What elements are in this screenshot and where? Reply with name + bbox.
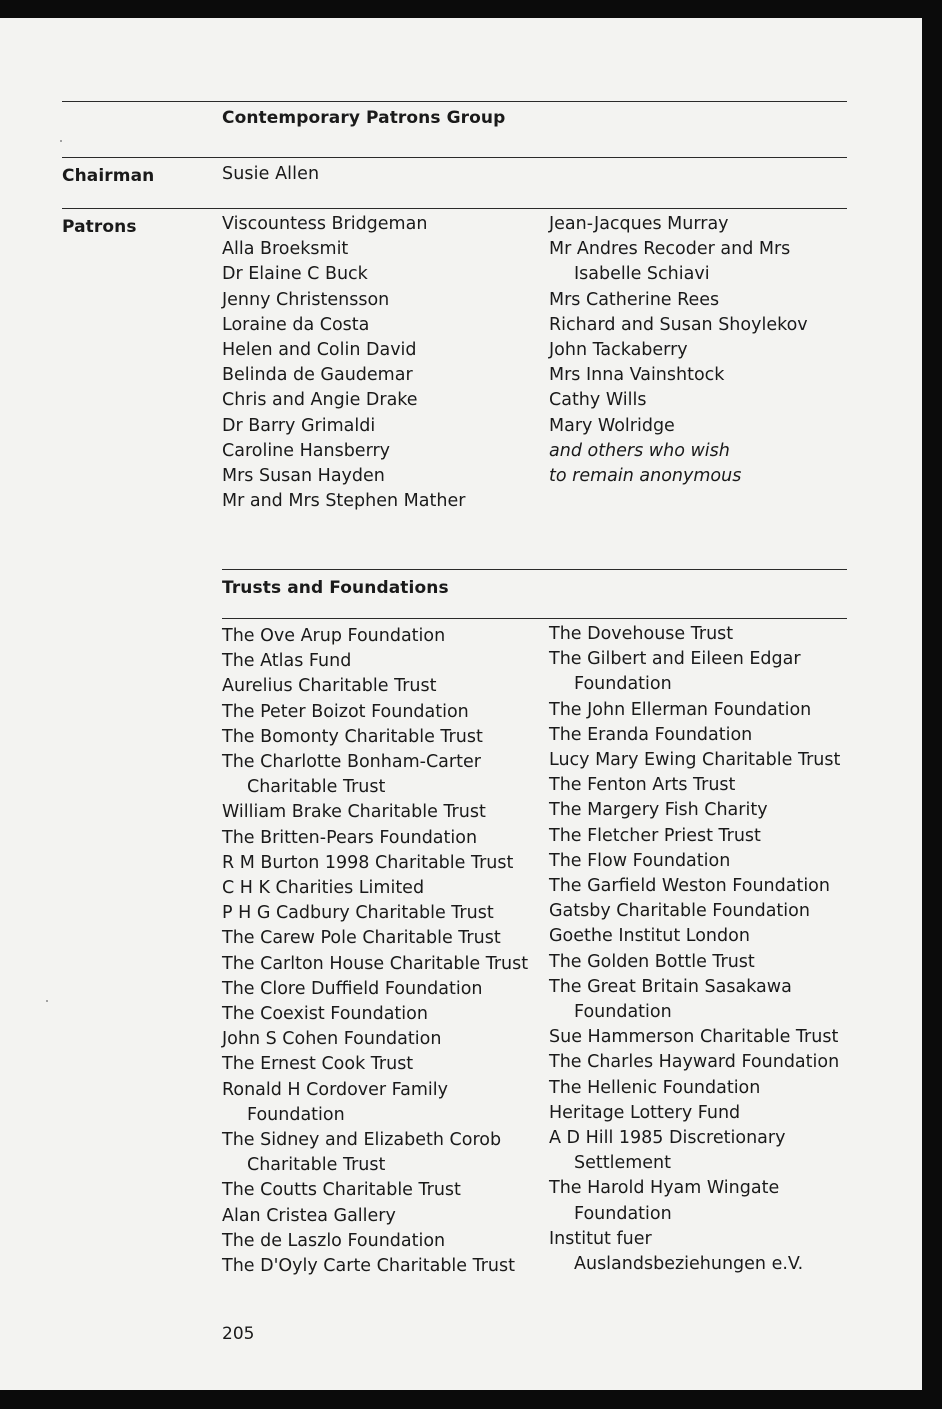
trust-name: P H G Cadbury Charitable Trust — [222, 903, 494, 924]
patron-name: John Tackaberry — [549, 340, 688, 361]
trust-name: The Carew Pole Charitable Trust — [222, 928, 501, 949]
trust-name: The Charlotte Bonham-Carter — [222, 752, 481, 773]
trusts-rule-bottom — [222, 618, 847, 619]
trust-name: The Harold Hyam Wingate — [549, 1178, 780, 1199]
trust-name: The Sidney and Elizabeth Corob — [222, 1130, 502, 1151]
trust-name: The Atlas Fund — [222, 651, 352, 672]
trust-name: Lucy Mary Ewing Charitable Trust — [549, 750, 841, 771]
trust-name: Sue Hammerson Charitable Trust — [549, 1027, 839, 1048]
trust-name: Heritage Lottery Fund — [549, 1102, 741, 1123]
trust-name: The John Ellerman Foundation — [549, 699, 812, 720]
trust-name: Foundation — [574, 1002, 672, 1023]
trust-name: The Carlton House Charitable Trust — [222, 953, 529, 974]
trust-name: The Garfield Weston Foundation — [549, 876, 830, 897]
trust-name: The Bomonty Charitable Trust — [222, 726, 483, 747]
section-heading-trusts: Trusts and Foundations — [222, 578, 449, 598]
dust-speck — [60, 140, 62, 142]
section-heading-contemporary: Contemporary Patrons Group — [222, 108, 506, 128]
trust-name: Gatsby Charitable Foundation — [549, 901, 810, 922]
page-number: 205 — [222, 1324, 255, 1344]
patrons-rule — [62, 208, 847, 209]
trust-name: The Margery Fish Charity — [549, 800, 768, 821]
trust-name: Charitable Trust — [247, 777, 386, 798]
patron-name: Dr Elaine C Buck — [222, 264, 368, 285]
trust-name: The Fletcher Priest Trust — [549, 825, 761, 846]
trust-name: The Dovehouse Trust — [549, 624, 734, 644]
trust-name: The Great Britain Sasakawa — [549, 976, 792, 997]
trust-name: Settlement — [574, 1153, 671, 1174]
chairman-rule — [62, 157, 847, 158]
trust-name: John S Cohen Foundation — [222, 1029, 442, 1050]
chairman-name: Susie Allen — [222, 164, 320, 184]
patron-name: Chris and Angie Drake — [222, 390, 418, 411]
patron-name: Caroline Hansberry — [222, 440, 391, 461]
trust-name: The Ove Arup Foundation — [222, 626, 446, 646]
trusts-rule-top — [222, 569, 847, 570]
trust-name: The Ernest Cook Trust — [222, 1054, 414, 1075]
patron-name: Mrs Susan Hayden — [222, 466, 385, 487]
trust-name: The de Laszlo Foundation — [222, 1230, 446, 1251]
patron-name: Mary Wolridge — [549, 415, 675, 436]
trust-name: Foundation — [574, 1203, 672, 1224]
patrons-column-2 — [549, 212, 808, 489]
trust-name: Goethe Institut London — [549, 926, 750, 947]
trust-name: The Fenton Arts Trust — [549, 775, 736, 796]
patron-name: Mrs Inna Vainshtock — [549, 365, 725, 386]
trust-name: The D'Oyly Carte Charitable Trust — [222, 1256, 515, 1277]
patron-name: Loraine da Costa — [222, 314, 370, 335]
trust-name: The Clore Duffield Foundation — [222, 978, 483, 999]
patron-name: Helen and Colin David — [222, 340, 417, 361]
trust-name: A D Hill 1985 Discretionary — [549, 1128, 786, 1149]
patron-name: Isabelle Schiavi — [574, 264, 710, 285]
dust-speck — [46, 1000, 48, 1002]
trust-name: The Coutts Charitable Trust — [222, 1180, 461, 1201]
anonymous-note: to remain anonymous — [549, 466, 742, 487]
trust-name: R M Burton 1998 Charitable Trust — [222, 852, 514, 873]
patron-name: Cathy Wills — [549, 390, 647, 411]
patron-name: Jenny Christensson — [222, 289, 390, 310]
patron-name: Mrs Catherine Rees — [549, 289, 720, 310]
trust-name: The Charles Hayward Foundation — [549, 1052, 840, 1073]
trust-name: The Hellenic Foundation — [549, 1077, 761, 1098]
anonymous-note: and others who wish — [549, 440, 730, 461]
trust-name: Ronald H Cordover Family — [222, 1079, 448, 1100]
patron-name: Richard and Susan Shoylekov — [549, 314, 808, 335]
trust-name: Alan Cristea Gallery — [222, 1205, 396, 1226]
patron-name: Dr Barry Grimaldi — [222, 415, 376, 436]
trust-name: Auslandsbeziehungen e.V. — [574, 1254, 804, 1275]
patron-name: Viscountess Bridgeman — [222, 214, 428, 234]
trust-name: The Eranda Foundation — [549, 724, 753, 745]
trust-name: C H K Charities Limited — [222, 878, 425, 899]
trust-name: The Golden Bottle Trust — [549, 951, 755, 972]
trust-name: The Peter Boizot Foundation — [222, 701, 469, 722]
trust-name: Foundation — [574, 674, 672, 695]
patrons-column-1 — [222, 212, 465, 514]
chairman-label: Chairman — [62, 166, 155, 186]
trust-name: Charitable Trust — [247, 1155, 386, 1176]
patrons-label: Patrons — [62, 217, 137, 237]
trusts-column-2 — [549, 622, 840, 1277]
trust-name: Aurelius Charitable Trust — [222, 676, 437, 697]
trust-name: The Flow Foundation — [549, 850, 731, 871]
document-page — [0, 18, 922, 1390]
top-rule — [62, 101, 847, 102]
trust-name: Institut fuer — [549, 1228, 652, 1249]
patron-name: Belinda de Gaudemar — [222, 365, 413, 386]
trust-name: The Britten-Pears Foundation — [222, 827, 478, 848]
trusts-column-1 — [222, 624, 528, 1279]
patron-name: Mr and Mrs Stephen Mather — [222, 491, 466, 512]
trust-name: The Gilbert and Eileen Edgar — [549, 649, 801, 670]
trust-name: The Coexist Foundation — [222, 1004, 428, 1025]
trust-name: William Brake Charitable Trust — [222, 802, 486, 823]
patron-name: Alla Broeksmit — [222, 239, 349, 260]
trust-name: Foundation — [247, 1104, 345, 1125]
patron-name: Jean-Jacques Murray — [549, 214, 729, 234]
patron-name: Mr Andres Recoder and Mrs — [549, 239, 791, 260]
